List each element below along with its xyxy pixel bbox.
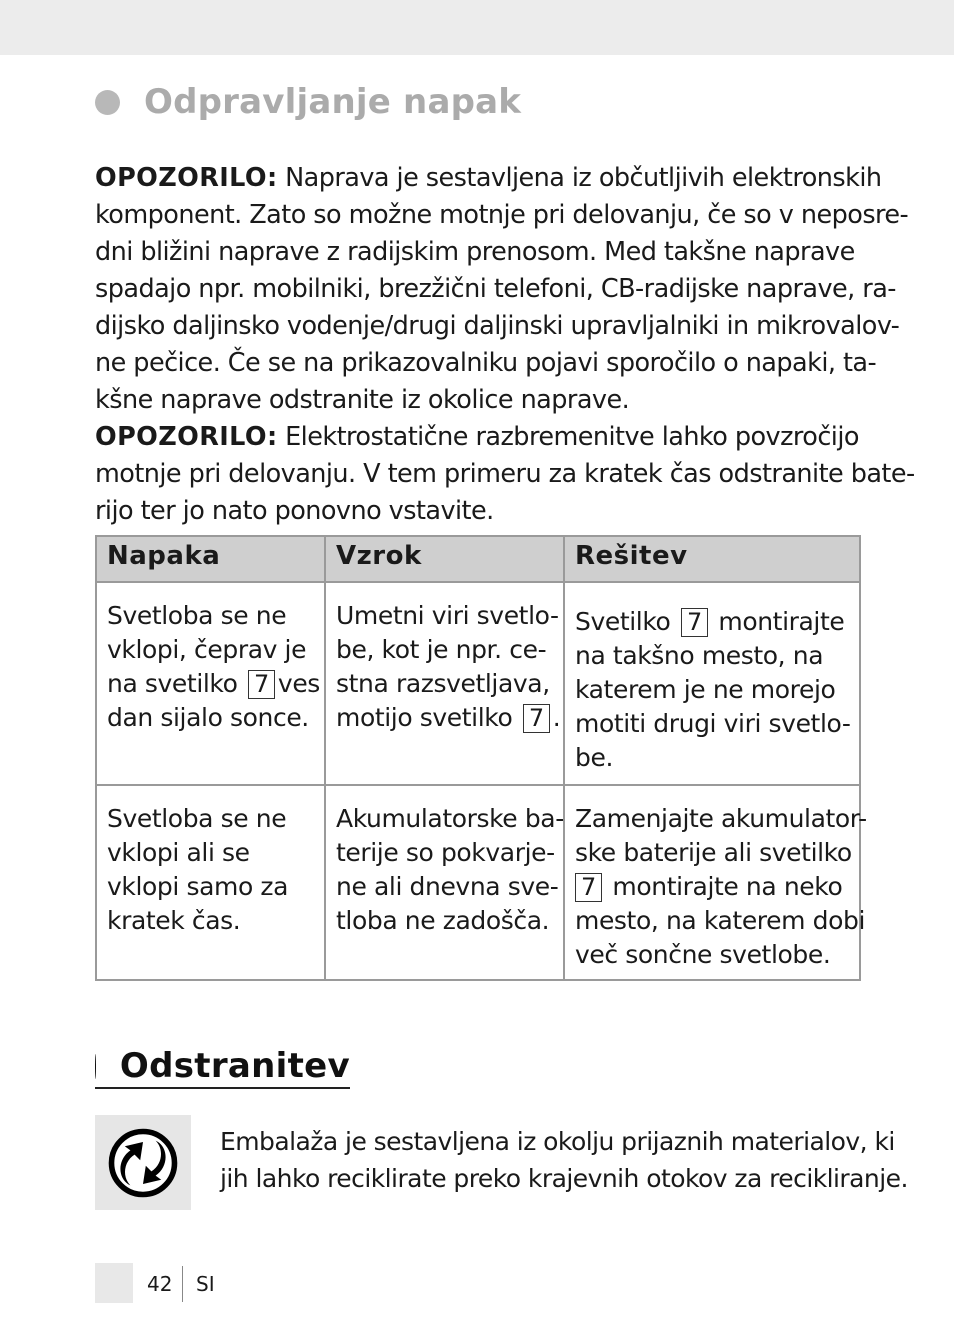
cell-cause: Umetni viri svetlo- be, kot je npr. ce- stna razsvetljava, motijo svetilko 7 . [325, 582, 564, 785]
table-row [96, 582, 860, 785]
cell-fault: Svetloba se ne vklopi, čeprav je na svetilko 7 ves dan sijalo sonce. [96, 582, 325, 785]
table-header-row [96, 536, 860, 582]
part-reference-box: 7 [248, 670, 275, 699]
part-reference-box: 7 [575, 873, 602, 902]
warning1-line: dijsko daljinsko vodenje/drugi daljinski upravljalniki in mikrovalov- [95, 311, 900, 341]
language-code: SI [196, 1272, 215, 1296]
warning2-line: motnje pri delovanju. V tem primeru za kratek čas odstranite bate- [95, 459, 915, 489]
troubleshooting-table [95, 535, 867, 981]
footer-box [95, 1263, 133, 1303]
warning2-line: rijo ter jo nato ponovno vstavite. [95, 496, 494, 526]
warning1-line: spadajo npr. mobilniki, brezžični telefoni, CB-radijske naprave, ra- [95, 274, 896, 304]
warning1-line: OPOZORILO: Naprava je sestavljena iz občutljivih elektronskih [95, 163, 882, 193]
section-heading-troubleshooting [95, 82, 521, 122]
warning1-line: komponent. Zato so možne motnje pri delovanju, če so v neposre- [95, 200, 909, 230]
warning-label: OPOZORILO: [95, 163, 278, 193]
warning-paragraph-2 [95, 419, 915, 530]
heading-bullet-icon [95, 1054, 96, 1079]
heading-bullet-icon [95, 90, 120, 115]
warning2-line: OPOZORILO: Elektrostatične razbremenitve lahko povzročijo [95, 422, 859, 452]
disposal-title: Odstranitev [119, 1046, 350, 1086]
green-dot-recycling-icon [95, 1115, 191, 1210]
page-number: 42 [147, 1272, 173, 1296]
warning-paragraph-1 [95, 160, 909, 419]
header-solution: Rešitev [564, 536, 860, 582]
green-dot-icon-graphic [108, 1128, 178, 1198]
header-fault: Napaka [96, 536, 325, 582]
warning1-line: ne pečice. Če se na prikazovalniku pojavi sporočilo o napaki, ta- [95, 348, 877, 378]
top-band [0, 0, 954, 55]
part-reference-box: 7 [523, 704, 550, 733]
table-row [96, 785, 860, 980]
cell-solution: Zamenjajte akumulator- ske baterije ali svetilko 7 montirajte na neko mesto, na katerem dobi več sončne svetlobe. [564, 785, 860, 980]
part-reference-box: 7 [681, 608, 708, 637]
footer-divider [182, 1266, 183, 1302]
cell-solution: Svetilko 7 montirajte na takšno mesto, na katerem je ne morejo motiti drugi viri svetlo- be. [564, 582, 860, 785]
warning-label: OPOZORILO: [95, 422, 278, 452]
cell-fault: Svetloba se ne vklopi ali se vklopi samo za kratek čas. [96, 785, 325, 980]
warning1-line: kšne naprave odstranite iz okolice naprave. [95, 385, 630, 415]
section-heading-disposal [95, 1045, 350, 1089]
warning1-line: dni bližini naprave z radijskim prenosom. Med takšne naprave [95, 237, 855, 267]
header-cause: Vzrok [325, 536, 564, 582]
disposal-text: Embalaža je sestavljena iz okolju prijaznih materialov, ki jih lahko reciklirate preko krajevnih otokov za recikliranje. [220, 1127, 908, 1193]
section-title: Odpravljanje napak [144, 82, 522, 122]
cell-cause: Akumulatorske ba- terije so pokvarje- ne ali dnevna sve- tloba ne zadošča. [325, 785, 564, 980]
